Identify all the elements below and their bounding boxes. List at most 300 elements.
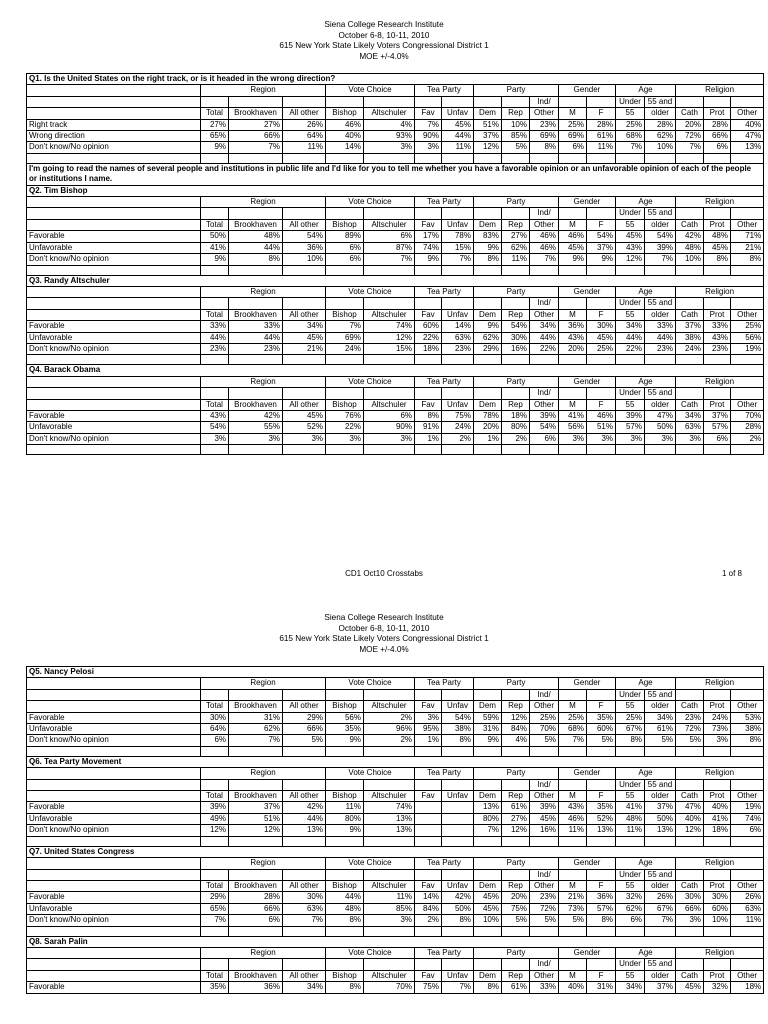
table-cell: 25% — [587, 343, 616, 354]
table-cell: 48% — [676, 242, 704, 253]
blank-cell — [587, 153, 616, 163]
column-header: Fav — [415, 701, 442, 712]
column-header-top — [587, 96, 616, 107]
column-header-top — [229, 959, 283, 970]
table-cell: 39% — [530, 410, 559, 421]
table-cell: 43% — [559, 332, 587, 343]
table-cell: 13% — [283, 825, 326, 836]
row-label-spacer — [27, 208, 201, 219]
blank-cell — [283, 153, 326, 163]
blank-cell — [474, 153, 502, 163]
header-moe: MOE +/-4.0% — [359, 51, 409, 61]
group-header: Age — [616, 376, 676, 387]
table-cell: 39% — [530, 802, 559, 813]
column-header: Dem — [474, 791, 502, 802]
column-header: Prot — [704, 970, 731, 981]
column-header-top — [502, 869, 530, 880]
table-cell: 3% — [676, 433, 704, 444]
row-label-spacer — [27, 880, 201, 891]
table-cell: 43% — [704, 332, 731, 343]
table-cell: 62% — [229, 724, 283, 735]
question-title: Q4. Barack Obama — [27, 365, 764, 376]
column-header: Cath — [676, 970, 704, 981]
column-header-top — [502, 208, 530, 219]
table-cell: 65% — [201, 131, 229, 142]
question-row — [27, 74, 764, 85]
column-header-top — [283, 959, 326, 970]
column-header-top: Under — [616, 388, 645, 399]
table-cell: 41% — [559, 410, 587, 421]
column-header: Prot — [704, 399, 731, 410]
table-cell: 50% — [442, 903, 474, 914]
table-row — [27, 735, 764, 746]
table-cell: 9% — [474, 242, 502, 253]
column-header-top: 55 and — [645, 779, 676, 790]
blank-cell — [474, 265, 502, 275]
group-header: Age — [616, 678, 676, 689]
group-header-row — [27, 376, 764, 387]
group-header: Gender — [559, 947, 616, 958]
table-cell: 6% — [559, 142, 587, 153]
table-cell: 61% — [645, 724, 676, 735]
table-cell: 54% — [530, 422, 559, 433]
blank-cell — [731, 445, 764, 455]
column-header-top — [201, 208, 229, 219]
table-cell: 12% — [229, 825, 283, 836]
table-cell: 61% — [587, 131, 616, 142]
column-header: Brookhaven — [229, 701, 283, 712]
table-cell: 44% — [616, 332, 645, 343]
table-cell: 7% — [474, 825, 502, 836]
blank-cell — [474, 926, 502, 936]
blank-cell — [645, 265, 676, 275]
table-cell: 15% — [364, 343, 415, 354]
table-cell: 13% — [587, 825, 616, 836]
column-header-top — [229, 689, 283, 700]
row-label-spacer — [27, 388, 201, 399]
table-cell: 85% — [364, 903, 415, 914]
column-header: All other — [283, 399, 326, 410]
table-cell: 69% — [530, 131, 559, 142]
table-cell: 35% — [201, 982, 229, 993]
column-header: Prot — [704, 219, 731, 230]
group-header — [27, 85, 201, 96]
table-cell: 74% — [364, 321, 415, 332]
column-header-top — [704, 388, 731, 399]
table-cell: 45% — [283, 410, 326, 421]
table-cell: 54% — [283, 231, 326, 242]
question-title: Q7. United States Congress — [27, 846, 764, 857]
blank-cell — [415, 445, 442, 455]
column-header-top — [704, 208, 731, 219]
table-cell: 49% — [201, 813, 229, 824]
table-cell: 71% — [731, 231, 764, 242]
table-cell: 13% — [364, 813, 415, 824]
table-cell: 27% — [201, 119, 229, 130]
table-cell: 28% — [731, 422, 764, 433]
table-cell: 35% — [587, 802, 616, 813]
table-cell: 32% — [704, 982, 731, 993]
table-cell: 30% — [676, 892, 704, 903]
group-header: Region — [201, 858, 326, 869]
spacer-row — [27, 153, 764, 163]
column-header-top — [442, 869, 474, 880]
column-header: Fav — [415, 970, 442, 981]
table-cell: 37% — [704, 410, 731, 421]
column-header-top — [676, 959, 704, 970]
group-header: Gender — [559, 678, 616, 689]
blank-cell — [731, 355, 764, 365]
row-label: Favorable — [27, 892, 201, 903]
table-cell: 18% — [704, 825, 731, 836]
table-cell: 46% — [326, 119, 364, 130]
column-header-top — [442, 779, 474, 790]
column-header-top — [442, 388, 474, 399]
column-header: Dem — [474, 880, 502, 891]
table-cell: 3% — [587, 433, 616, 444]
table-cell: 70% — [364, 982, 415, 993]
column-header: Fav — [415, 108, 442, 119]
table-cell: 5% — [676, 735, 704, 746]
table-cell: 12% — [201, 825, 229, 836]
column-header-top: Ind/ — [530, 869, 559, 880]
table-cell: 23% — [229, 343, 283, 354]
table-cell: 37% — [645, 802, 676, 813]
table-cell: 5% — [530, 915, 559, 926]
table-cell: 45% — [559, 242, 587, 253]
question-row — [27, 185, 764, 196]
table-cell: 7% — [530, 254, 559, 265]
column-header-top — [474, 689, 502, 700]
table-cell: 74% — [415, 242, 442, 253]
table-cell: 24% — [676, 343, 704, 354]
table-row — [27, 813, 764, 824]
table-cell: 65% — [201, 903, 229, 914]
column-header: Brookhaven — [229, 970, 283, 981]
table-cell: 23% — [676, 712, 704, 723]
table-cell: 9% — [201, 254, 229, 265]
column-header-top — [283, 689, 326, 700]
table-cell: 7% — [201, 915, 229, 926]
table-cell: 45% — [587, 332, 616, 343]
blank-cell — [502, 746, 530, 756]
column-header-top — [229, 869, 283, 880]
table-cell: 3% — [645, 433, 676, 444]
blank-cell — [530, 265, 559, 275]
table-cell: 48% — [326, 903, 364, 914]
blank-cell — [283, 926, 326, 936]
table-cell: 11% — [502, 254, 530, 265]
column-header: Other — [731, 701, 764, 712]
table-cell: 23% — [530, 119, 559, 130]
column-header-top — [587, 298, 616, 309]
column-header-top — [587, 208, 616, 219]
column-header: All other — [283, 219, 326, 230]
table-cell: 73% — [704, 724, 731, 735]
table-cell: 61% — [502, 802, 530, 813]
column-header: Dem — [474, 701, 502, 712]
column-header-top — [474, 298, 502, 309]
blank-cell — [530, 355, 559, 365]
column-header: Dem — [474, 399, 502, 410]
blank-cell — [704, 265, 731, 275]
blank-cell — [645, 445, 676, 455]
column-header: F — [587, 701, 616, 712]
table-cell: 3% — [415, 712, 442, 723]
column-header-top — [201, 298, 229, 309]
blank-cell — [364, 746, 415, 756]
column-header-top-row — [27, 689, 764, 700]
table-cell: 7% — [442, 254, 474, 265]
column-header-top — [731, 869, 764, 880]
column-header-top — [364, 298, 415, 309]
column-header-top — [364, 869, 415, 880]
question-row — [27, 756, 764, 767]
group-header: Tea Party — [415, 286, 474, 297]
column-header: M — [559, 701, 587, 712]
table-cell: 30% — [502, 332, 530, 343]
table-cell: 28% — [229, 892, 283, 903]
column-header: Other — [731, 219, 764, 230]
column-header: Fav — [415, 219, 442, 230]
column-header-top — [731, 208, 764, 219]
table-cell: 74% — [364, 802, 415, 813]
column-header-top — [326, 208, 364, 219]
table-cell: 50% — [645, 422, 676, 433]
column-header-top: Ind/ — [530, 298, 559, 309]
column-header-top — [704, 779, 731, 790]
table-row — [27, 410, 764, 421]
column-header: Bishop — [326, 970, 364, 981]
table-cell: 34% — [645, 712, 676, 723]
column-header: older — [645, 108, 676, 119]
table-cell: 85% — [502, 131, 530, 142]
table-cell: 26% — [283, 119, 326, 130]
crosstab-table-page-2 — [26, 666, 762, 994]
table-cell: 62% — [474, 332, 502, 343]
blank-cell — [442, 355, 474, 365]
blank-cell — [364, 355, 415, 365]
blank-cell — [415, 926, 442, 936]
column-header: Total — [201, 108, 229, 119]
intro-row — [27, 163, 764, 185]
blank-cell — [676, 153, 704, 163]
blank-cell — [415, 746, 442, 756]
group-header — [27, 947, 201, 958]
group-header-row — [27, 858, 764, 869]
crosstab-table — [26, 73, 764, 455]
table-cell: 9% — [201, 142, 229, 153]
table-row — [27, 242, 764, 253]
column-header-top — [201, 689, 229, 700]
column-header: Fav — [415, 399, 442, 410]
column-header-top: 55 and — [645, 869, 676, 880]
table-cell: 78% — [442, 231, 474, 242]
table-cell: 63% — [283, 903, 326, 914]
table-cell: 8% — [704, 254, 731, 265]
table-cell: 25% — [559, 119, 587, 130]
table-cell: 50% — [645, 813, 676, 824]
column-header-row — [27, 399, 764, 410]
table-cell: 31% — [474, 724, 502, 735]
table-cell: 26% — [645, 892, 676, 903]
table-cell: 64% — [201, 724, 229, 735]
table-cell: 63% — [442, 332, 474, 343]
table-cell: 38% — [731, 724, 764, 735]
blank-cell — [587, 926, 616, 936]
table-cell: 7% — [229, 142, 283, 153]
table-cell: 9% — [474, 321, 502, 332]
table-cell: 12% — [474, 142, 502, 153]
blank-cell — [201, 836, 229, 846]
column-header: All other — [283, 309, 326, 320]
table-cell: 84% — [415, 903, 442, 914]
table-cell: 61% — [502, 982, 530, 993]
table-cell: 54% — [587, 231, 616, 242]
table-cell — [442, 825, 474, 836]
table-cell: 3% — [616, 433, 645, 444]
group-header-row — [27, 197, 764, 208]
column-header: All other — [283, 880, 326, 891]
table-cell: 11% — [326, 802, 364, 813]
table-cell: 33% — [645, 321, 676, 332]
group-header: Religion — [676, 768, 764, 779]
table-cell: 29% — [201, 892, 229, 903]
column-header-top — [326, 959, 364, 970]
row-label: Don't know/No opinion — [27, 825, 201, 836]
table-cell: 80% — [326, 813, 364, 824]
table-cell: 23% — [201, 343, 229, 354]
column-header-top — [502, 388, 530, 399]
question-title: Q2. Tim Bishop — [27, 185, 764, 196]
blank-cell — [364, 445, 415, 455]
table-cell: 34% — [283, 982, 326, 993]
blank-cell — [502, 265, 530, 275]
group-header-row — [27, 286, 764, 297]
column-header-top — [442, 689, 474, 700]
group-header: Age — [616, 858, 676, 869]
table-cell: 90% — [415, 131, 442, 142]
column-header-top: 55 and — [645, 689, 676, 700]
row-label: Unfavorable — [27, 242, 201, 253]
footer-title: CD1 Oct10 Crosstabs — [345, 569, 423, 578]
column-header: Prot — [704, 880, 731, 891]
column-header-top — [364, 388, 415, 399]
blank-cell — [229, 836, 283, 846]
header-title: Siena College Research Institute — [324, 20, 444, 29]
blank-cell — [530, 926, 559, 936]
column-header: M — [559, 399, 587, 410]
table-cell: 60% — [415, 321, 442, 332]
group-header: Age — [616, 286, 676, 297]
table-cell: 4% — [502, 735, 530, 746]
column-header: All other — [283, 970, 326, 981]
blank-cell — [616, 746, 645, 756]
table-cell: 12% — [616, 254, 645, 265]
table-cell: 42% — [676, 231, 704, 242]
column-header-top: Under — [616, 96, 645, 107]
column-header: Bishop — [326, 701, 364, 712]
column-header-top-row — [27, 208, 764, 219]
blank-cell — [704, 746, 731, 756]
table-cell: 11% — [731, 915, 764, 926]
column-header: Other — [530, 791, 559, 802]
table-cell: 46% — [559, 813, 587, 824]
table-cell: 47% — [731, 131, 764, 142]
table-cell: 11% — [587, 142, 616, 153]
column-header: Bishop — [326, 309, 364, 320]
table-cell: 10% — [704, 915, 731, 926]
table-cell: 57% — [587, 903, 616, 914]
table-cell: 50% — [201, 231, 229, 242]
column-header: Cath — [676, 701, 704, 712]
row-label-spacer — [27, 399, 201, 410]
table-cell: 55% — [229, 422, 283, 433]
table-cell: 3% — [364, 142, 415, 153]
group-header: Party — [474, 376, 559, 387]
group-header: Gender — [559, 85, 616, 96]
table-cell: 67% — [616, 724, 645, 735]
blank-cell — [559, 265, 587, 275]
group-header — [27, 197, 201, 208]
table-cell: 23% — [442, 343, 474, 354]
table-row — [27, 433, 764, 444]
column-header: M — [559, 791, 587, 802]
table-cell: 27% — [502, 813, 530, 824]
blank-cell — [474, 746, 502, 756]
blank-cell — [283, 265, 326, 275]
table-cell: 31% — [229, 712, 283, 723]
table-cell: 8% — [229, 254, 283, 265]
column-header: older — [645, 309, 676, 320]
column-header-top — [229, 388, 283, 399]
column-header-top — [229, 208, 283, 219]
column-header: Brookhaven — [229, 219, 283, 230]
table-cell: 7% — [415, 119, 442, 130]
table-cell: 45% — [442, 119, 474, 130]
table-cell — [442, 802, 474, 813]
column-header-top — [326, 388, 364, 399]
column-header-top — [229, 298, 283, 309]
blank-cell — [731, 926, 764, 936]
table-cell: 90% — [364, 422, 415, 433]
table-cell: 42% — [283, 802, 326, 813]
blank-cell — [645, 926, 676, 936]
table-cell: 20% — [559, 343, 587, 354]
group-header — [27, 678, 201, 689]
group-header: Religion — [676, 678, 764, 689]
table-cell: 5% — [502, 142, 530, 153]
column-header-top-row — [27, 779, 764, 790]
table-cell: 25% — [731, 321, 764, 332]
column-header-top — [676, 779, 704, 790]
table-cell: 74% — [731, 813, 764, 824]
column-header-top — [731, 959, 764, 970]
table-cell: 13% — [645, 825, 676, 836]
blank-cell — [474, 355, 502, 365]
table-row — [27, 724, 764, 735]
table-cell: 56% — [559, 422, 587, 433]
column-header: Other — [731, 880, 764, 891]
group-header: Region — [201, 286, 326, 297]
spacer-row — [27, 355, 764, 365]
column-header-top — [442, 96, 474, 107]
table-cell: 6% — [364, 231, 415, 242]
table-row — [27, 422, 764, 433]
column-header: M — [559, 880, 587, 891]
table-cell: 80% — [474, 813, 502, 824]
table-cell: 3% — [676, 915, 704, 926]
